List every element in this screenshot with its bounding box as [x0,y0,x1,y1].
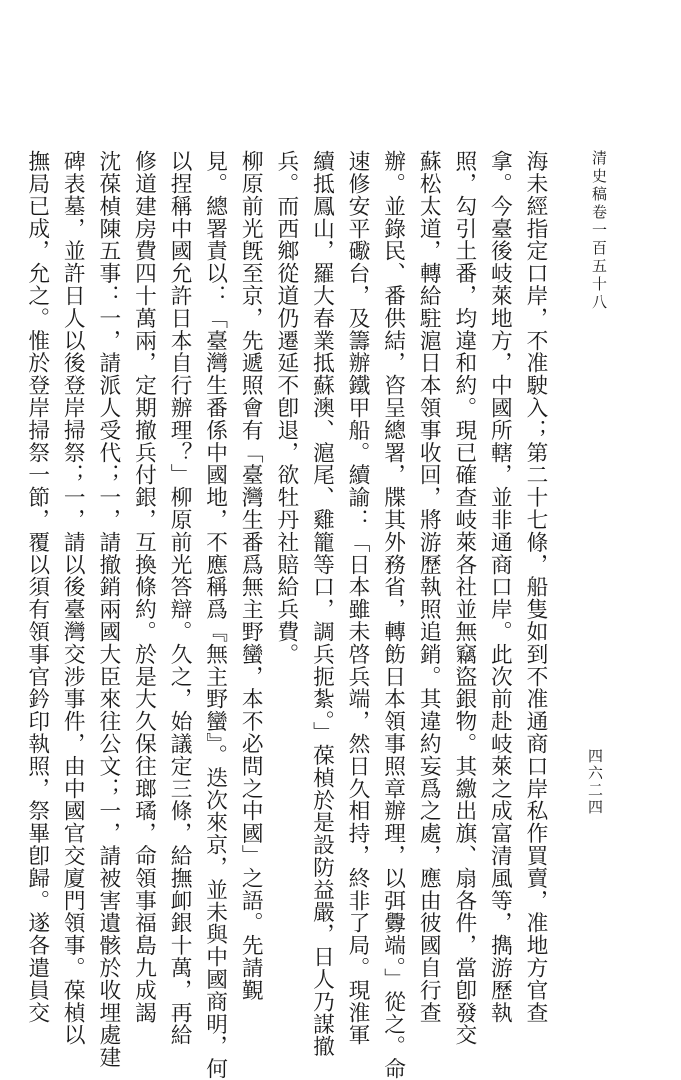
text-column: 續抵鳳山，羅大春業抵蘇澳、滬尾、雞籠等口，調兵扼紮。」葆楨於是設防益嚴，日人乃謀撤 [309,150,335,1058]
text-column: 海未經指定口岸，不准駛入；第二十七條，船隻如到不准通商口岸私作買賣，准地方官查 [523,150,548,1024]
text-column: 碑表墓，並許日人以後登岸掃祭；一，請以後臺灣交涉事件，由中國官交廈門領事。葆楨以 [60,150,86,1046]
text-column: 蘇松太道，轉給駐滬日本領事收回，將游歷執照追銷。其違約妄爲之處，應由彼國自行查 [416,150,442,1024]
text-column: 修道建房費四十萬兩，定期撤兵付銀，互換條約。於是大久保往瑯璚，命領事福島九成謁 [131,150,157,1024]
text-column: 兵。而西鄉從道仍遷延不卽退，欲牡丹社賠給兵費。 [273,150,299,666]
text-column: 沈葆楨陳五事：一，請派人受代；一，請撤銷兩國大臣來往公文；一，請被害遺骸於收埋處建 [95,150,121,1069]
text-column: 撫局已成，允之。惟於登岸掃祭一節，覆以須有領事官鈐印執照，祭畢卽歸。遂各遣員交 [24,150,50,1024]
text-column: 照，勾引土番，均違和約。現已確查岐萊各社並無竊盜銀物。其繳出旗、扇各件，當卽發交 [451,150,477,1046]
body-text [24,150,553,1080]
text-column: 辦。並錄民、番供結，咨呈總署，牒其外務省，轉飭日本領事照章辦理，以弭釁端。」從之。命 [380,150,406,1080]
text-column: 拿。今臺後岐萊地方，中國所轄，並非通商口岸。此次前赴岐萊之成富清風等，擕游歷執 [487,150,513,1024]
text-column: 以捏稱中國允許日本自行辦理？」柳原前光答辯。久之，始議定三條，給撫卹銀十萬，再給 [167,150,193,1046]
text-column: 柳原前光旣至京，先遞照會有「臺灣生番爲無主野蠻，本不必問之中國」之語。先請覲 [238,150,264,1002]
running-header-title: 清史稿卷一百五十八 [590,150,608,312]
page-number: 四六二四 [586,748,604,816]
text-column: 速修安平礮台，及籌辦鐵甲船。續諭：「日本雖未啓兵端，然日久相持，終非了局。現淮軍 [345,150,371,1046]
text-column: 見。總署責以：「臺灣生番係中國地，不應稱爲『無主野蠻』。迭次來京，並未與中國商明，何 [202,150,228,1080]
